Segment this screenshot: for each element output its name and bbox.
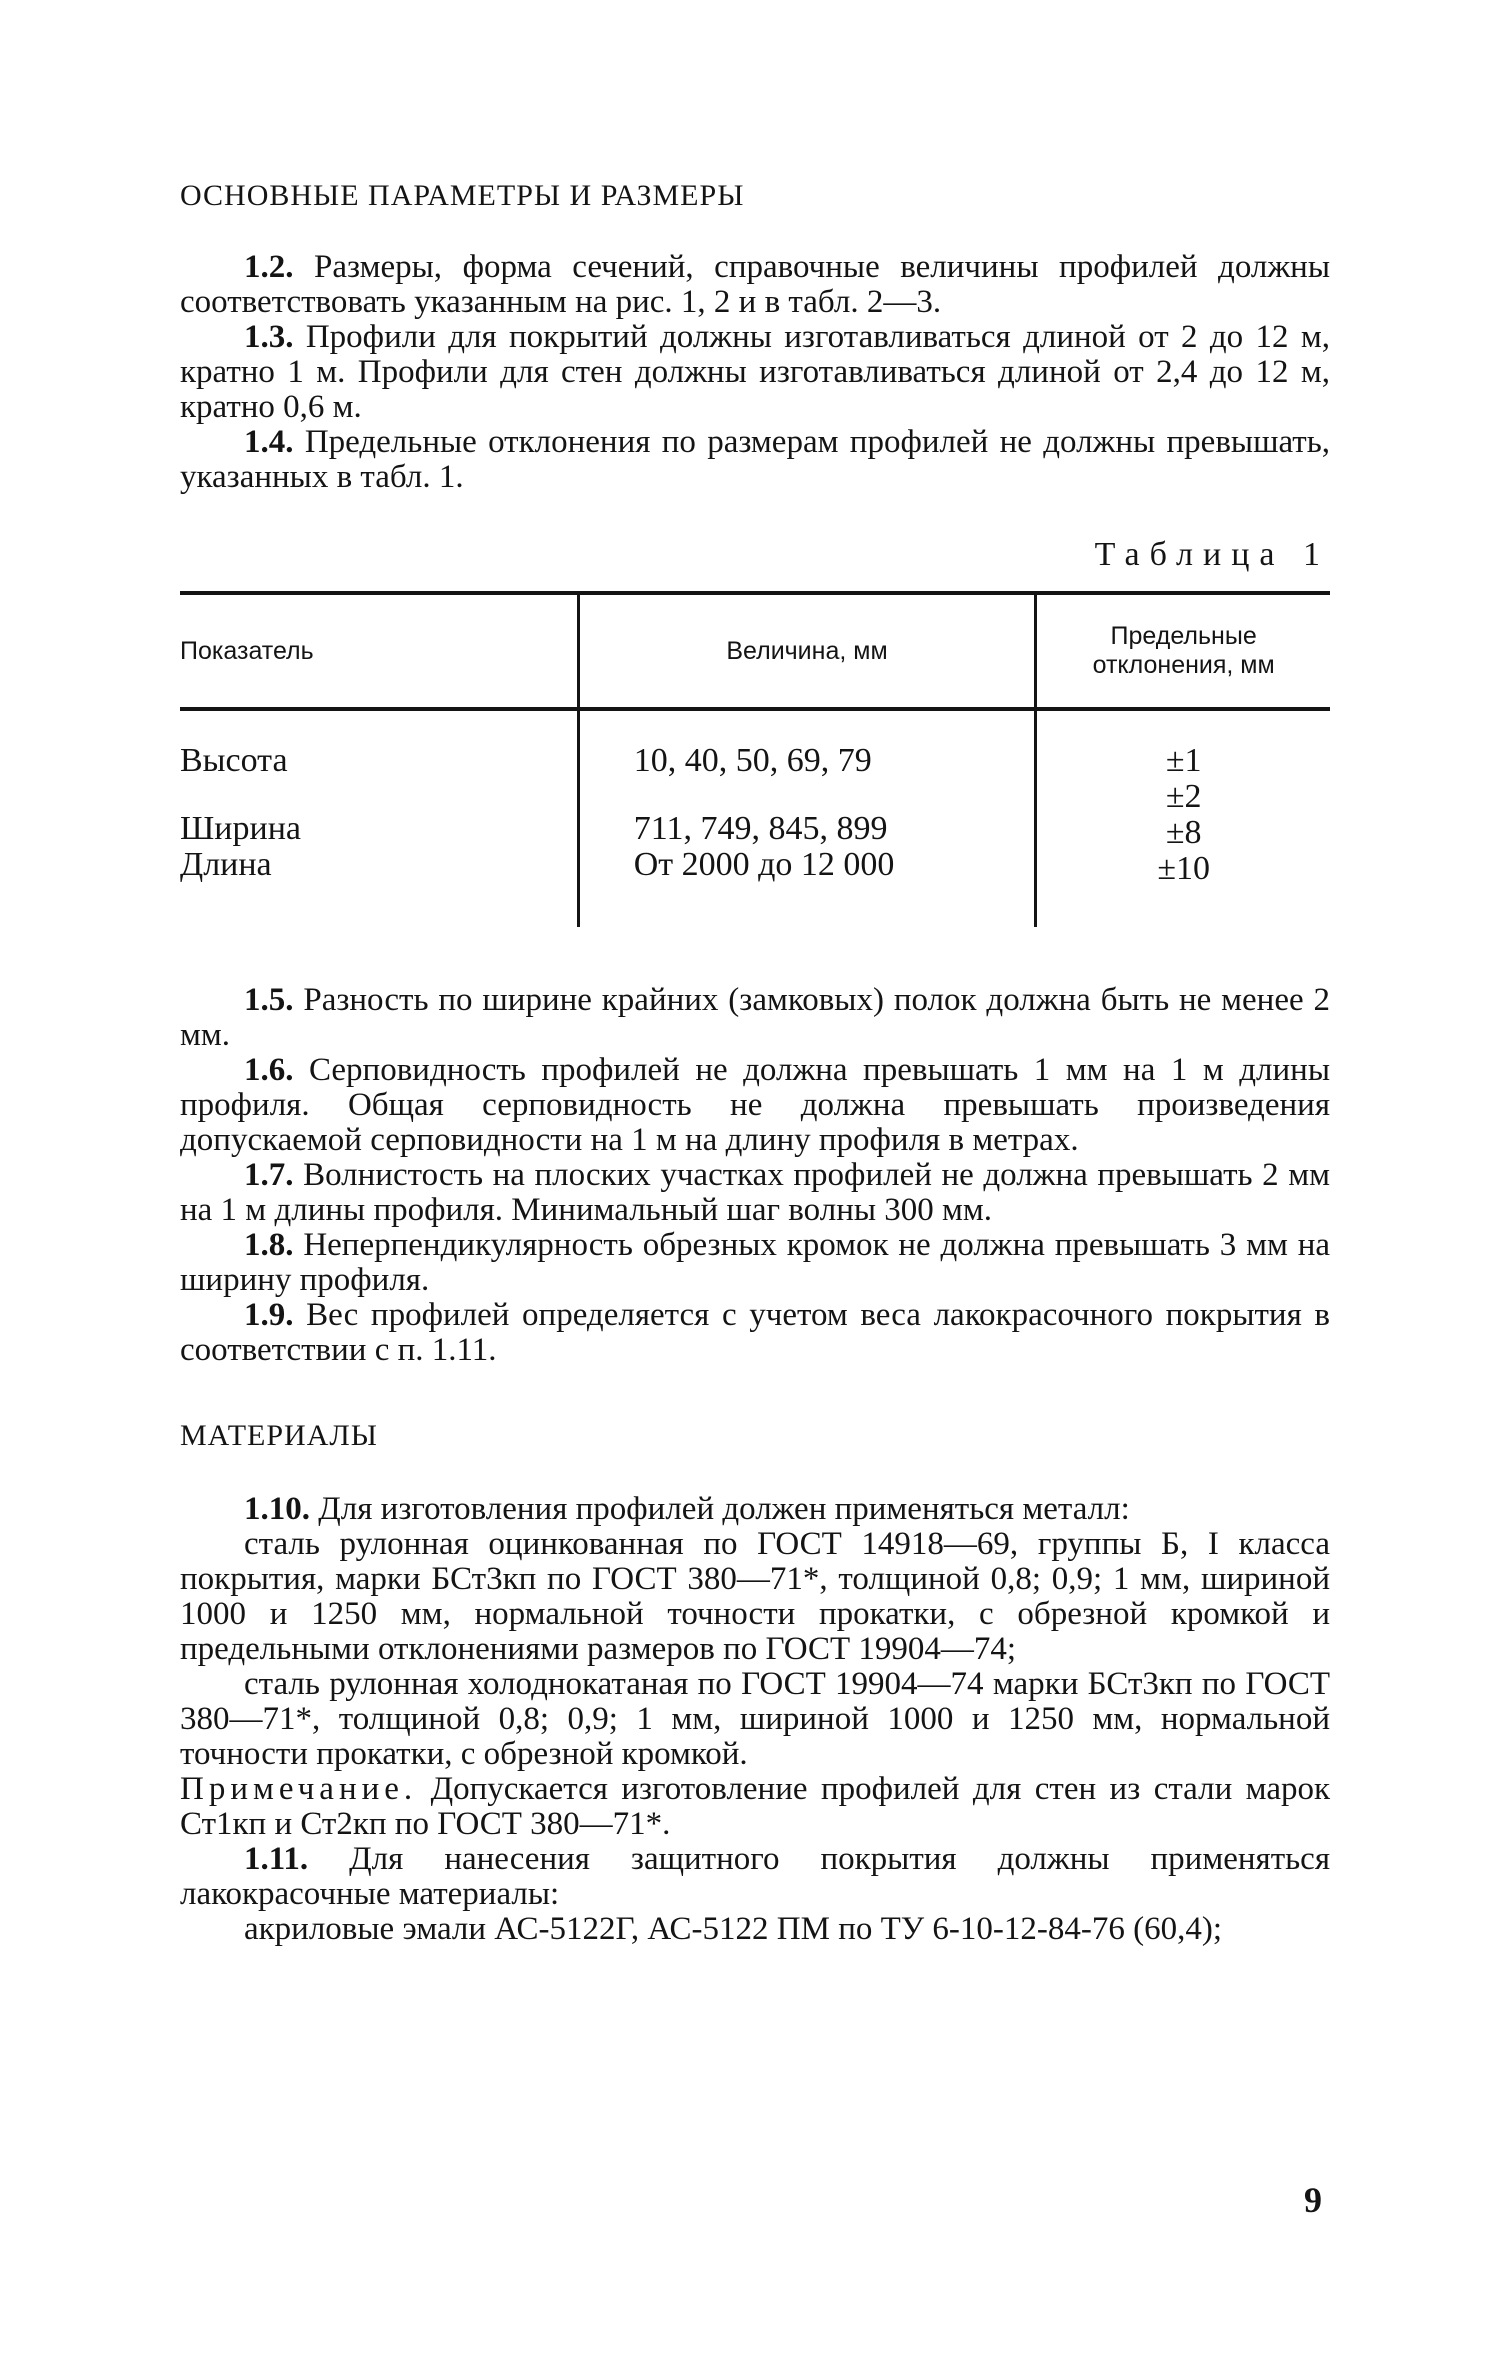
paragraph-text: Для изготовления профилей должен применяться металл:: [310, 1491, 1130, 1527]
table-1: [180, 591, 1330, 927]
page-number: 9: [1304, 2180, 1322, 2220]
table-cell-names: [180, 709, 578, 927]
tolerance-2: ±2: [1165, 778, 1202, 815]
note-label: Примечание.: [180, 1771, 418, 1807]
page-content: [180, 178, 1330, 1947]
paragraph-number: 1.2.: [244, 249, 294, 285]
column-header-value: Величина, мм: [578, 593, 1036, 709]
paragraph-1-9: [180, 1298, 1330, 1368]
paragraph-text: Серповидность профилей не должна превышать 1 мм на 1 м длины профиля. Общая серповидность не должна превышать произведения допускаемой серповидности на 1 м на длину профиля в метрах.: [180, 1052, 1330, 1158]
paragraph-number: 1.7.: [244, 1157, 294, 1193]
paragraph-number: 1.5.: [244, 982, 294, 1018]
paragraph-1-4: [180, 425, 1330, 495]
column-header-tolerance-text: Предельные отклонения, мм: [1092, 622, 1275, 679]
table-caption: Таблица 1: [1094, 536, 1330, 573]
row-name-length: Длина: [180, 846, 272, 883]
column-header-indicator: Показатель: [180, 593, 578, 709]
paragraph-1-6: [180, 1053, 1330, 1158]
paragraph-1-5: [180, 983, 1330, 1053]
column-header-tolerance: [1036, 593, 1330, 709]
paragraph-number: 1.11.: [244, 1841, 309, 1877]
section-heading-materials: МАТЕРИАЛЫ: [180, 1419, 378, 1452]
note-text: Допускается изготовление профилей для стен из стали марок Ст1кп и Ст2кп по ГОСТ 380—71*.: [180, 1771, 1330, 1842]
paragraph-text: Для нанесения защитного покрытия должны применяться лакокрасочные материалы:: [180, 1841, 1330, 1912]
value-height: 10, 40, 50, 69, 79: [633, 742, 872, 779]
paragraph-1-7: [180, 1158, 1330, 1228]
paragraph-steel-galvanized: сталь рулонная оцинкованная по ГОСТ 14918—69, группы Б, I класса покрытия, марки БСт3кп по ГОСТ 380—71*, толщиной 0,8; 0,9; 1 мм, шириной 1000 и 1250 мм, нормальной точности прокатки, с обрезной кромкой и предельными отклонениями размеров по ГОСТ 19904—74;: [180, 1526, 1330, 1667]
paragraph-1-8: [180, 1228, 1330, 1298]
paragraph-text: Размеры, форма сечений, справочные величины профилей должны соответствовать указанным на рис. 1, 2 и в табл. 2—3.: [180, 249, 1330, 320]
paragraph-text: Волнистость на плоских участках профилей не должна превышать 2 мм на 1 м длины профиля. Минимальный шаг волны 300 мм.: [180, 1157, 1330, 1228]
paragraph-text: Вес профилей определяется с учетом веса лакокрасочного покрытия в соответствии с п. 1.11.: [180, 1297, 1330, 1368]
table-cell-tolerances: [1036, 709, 1330, 927]
paragraph-number: 1.4.: [244, 424, 294, 460]
table-header-row: [180, 593, 1330, 709]
row-spacer: [634, 779, 1035, 811]
value-width: 711, 749, 845, 899: [633, 810, 888, 847]
note-paragraph: [180, 1772, 1330, 1842]
table-cell-values: [578, 709, 1036, 927]
paragraph-1-2: [180, 250, 1330, 320]
paragraph-text: Предельные отклонения по размерам профилей не должны превышать, указанных в табл. 1.: [180, 424, 1330, 495]
paragraph-number: 1.6.: [244, 1052, 294, 1088]
paragraph-1-10: [180, 1492, 1330, 1527]
tolerance-4: ±10: [1157, 850, 1210, 887]
value-length: От 2000 до 12 000: [633, 846, 895, 883]
paragraph-enamel: акриловые эмали АС-5122Г, АС-5122 ПМ по ТУ 6-10-12-84-76 (60,4);: [244, 1911, 1222, 1947]
section-heading-main-parameters: ОСНОВНЫЕ ПАРАМЕТРЫ И РАЗМЕРЫ: [180, 179, 745, 212]
paragraph-steel-cold-rolled: сталь рулонная холоднокатаная по ГОСТ 19904—74 марки БСт3кп по ГОСТ 380—71*, толщиной 0,8; 0,9; 1 мм, шириной 1000 и 1250 мм, нормальной точности прокатки, с обрезной кромкой.: [180, 1666, 1330, 1772]
paragraph-number: 1.10.: [244, 1491, 310, 1527]
paragraph-number: 1.8.: [244, 1227, 294, 1263]
tolerance-3: ±8: [1165, 814, 1202, 851]
paragraph-text: Неперпендикулярность обрезных кромок не должна превышать 3 мм на ширину профиля.: [180, 1227, 1330, 1298]
row-name-height: Высота: [180, 742, 288, 779]
paragraph-1-11: [180, 1842, 1330, 1912]
paragraph-1-3: [180, 320, 1330, 425]
paragraph-text: Профили для покрытий должны изготавливаться длиной от 2 до 12 м, кратно 1 м. Профили для стен должны изготавливаться длиной от 2,4 до 12 м, кратно 0,6 м.: [180, 319, 1330, 425]
paragraph-text: Разность по ширине крайних (замковых) полок должна быть не менее 2 мм.: [180, 982, 1330, 1053]
row-name-width: Ширина: [180, 810, 301, 847]
tolerance-1: ±1: [1165, 742, 1202, 779]
row-spacer: [180, 779, 577, 811]
paragraph-number: 1.9.: [244, 1297, 294, 1333]
paragraph-number: 1.3.: [244, 319, 294, 355]
table-row: [180, 709, 1330, 927]
